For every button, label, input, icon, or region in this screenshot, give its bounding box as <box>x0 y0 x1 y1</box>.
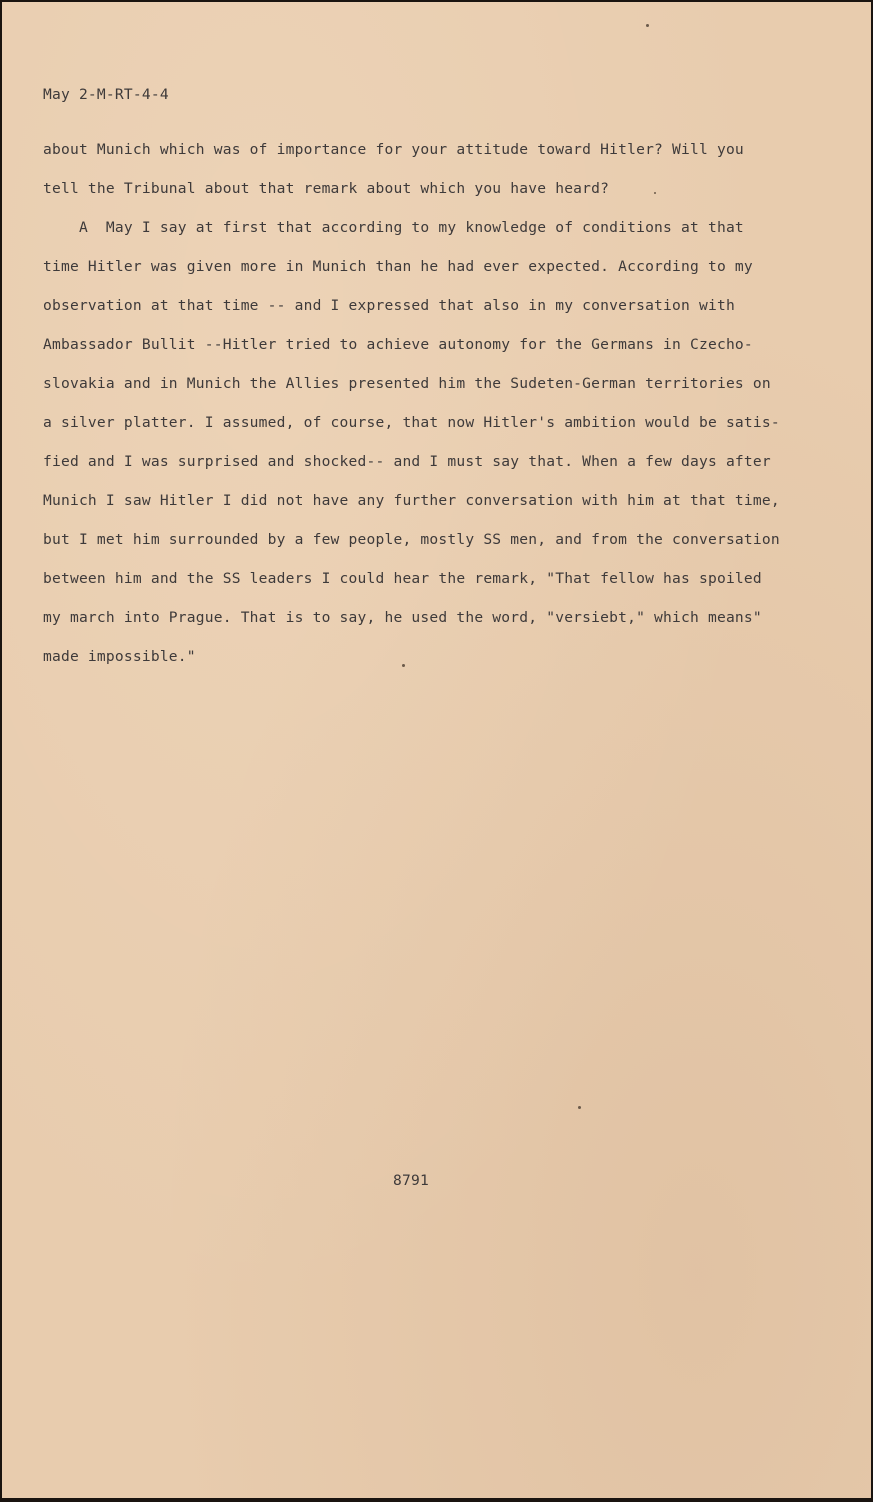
paper-speck <box>578 1106 581 1109</box>
text-line: a silver platter. I assumed, of course, that now Hitler's ambition would be satis- <box>43 414 780 431</box>
text-line: tell the Tribunal about that remark about which you have heard? <box>43 180 610 197</box>
text-line: observation at that time -- and I expressed that also in my conversation with <box>43 297 735 314</box>
page-number: 8791 <box>393 1172 429 1189</box>
text-line: between him and the SS leaders I could hear the remark, "That fellow has spoiled <box>43 570 762 587</box>
testimony-text <box>43 139 843 685</box>
text-line: fied and I was surprised and shocked-- and I must say that. When a few days after <box>43 453 771 470</box>
text-line: made impossible." <box>43 648 196 665</box>
text-line: Munich I saw Hitler I did not have any further conversation with him at that time, <box>43 492 780 509</box>
text-line: but I met him surrounded by a few people, mostly SS men, and from the conversation <box>43 531 780 548</box>
paper-speck <box>402 664 405 667</box>
text-line: Ambassador Bullit --Hitler tried to achieve autonomy for the Germans in Czecho- <box>43 336 753 353</box>
text-line: my march into Prague. That is to say, he used the word, "versiebt," which means" <box>43 609 762 626</box>
document-page <box>2 2 871 1498</box>
paper-speck <box>646 24 649 27</box>
page-header: May 2-M-RT-4-4 <box>43 86 169 103</box>
paper-speck <box>654 192 656 194</box>
text-line: time Hitler was given more in Munich than he had ever expected. According to my <box>43 258 753 275</box>
text-line: slovakia and in Munich the Allies presented him the Sudeten-German territories on <box>43 375 771 392</box>
text-line: A May I say at first that according to my knowledge of conditions at that <box>43 219 744 236</box>
text-line: about Munich which was of importance for your attitude toward Hitler? Will you <box>43 141 744 158</box>
